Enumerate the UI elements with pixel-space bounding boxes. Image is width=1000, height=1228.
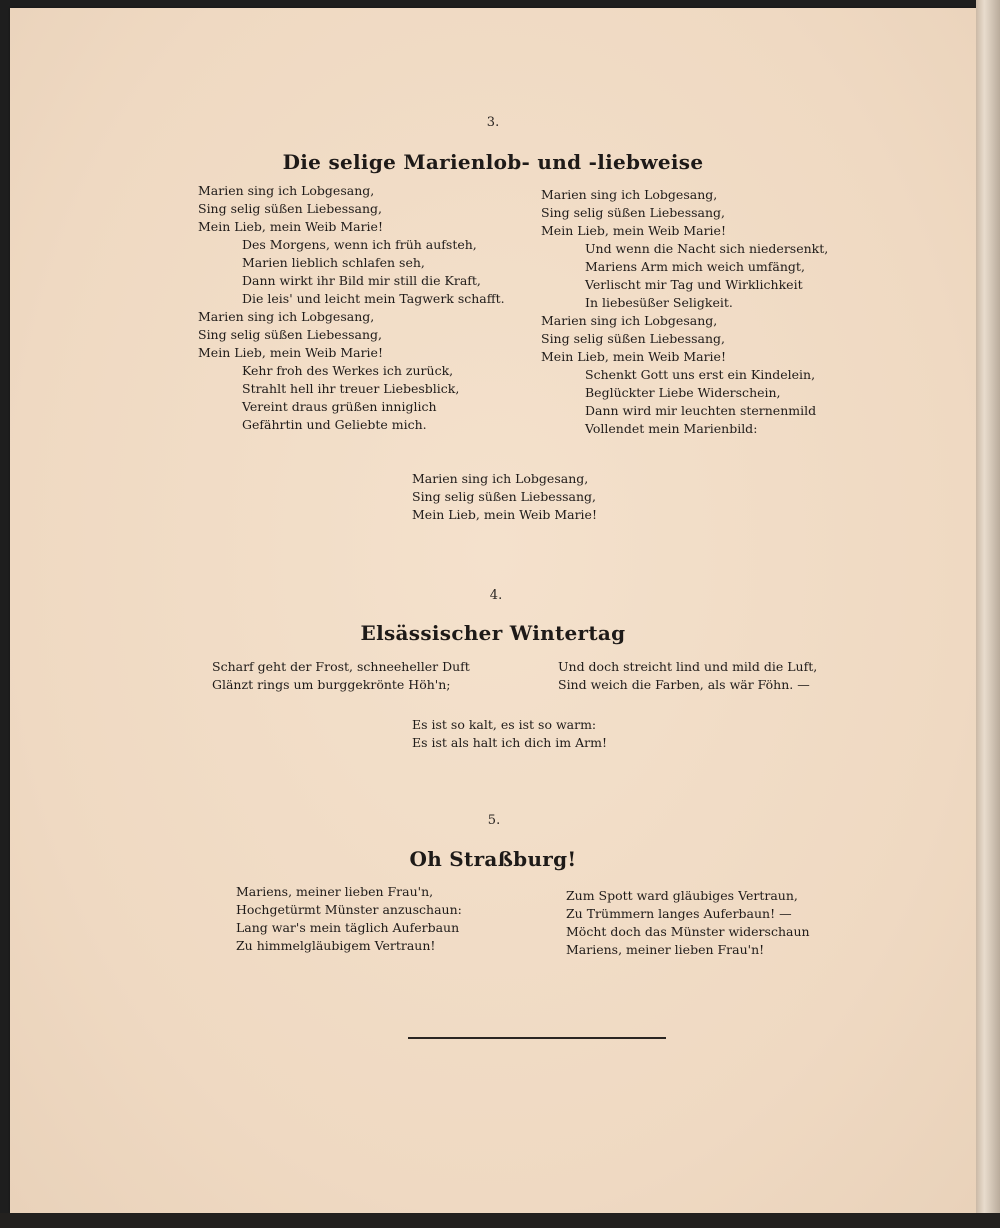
verse-line: Sind weich die Farben, als wär Föhn. —: [558, 677, 810, 692]
verse-line: Strahlt hell ihr treuer Liebesblick,: [242, 381, 460, 396]
verse-line: Dann wirkt ihr Bild mir still die Kraft,: [242, 273, 481, 288]
book-spine-edge: [976, 0, 1000, 1228]
poem-5-right-column: [566, 887, 810, 959]
poem-5-number: 5.: [487, 813, 501, 828]
poem-4-title: Elsässischer Wintertag: [360, 621, 626, 645]
verse-line: Vereint draus grüßen inniglich: [242, 399, 437, 414]
poem-3-title: Die selige Marienlob- und -liebweise: [282, 150, 704, 174]
verse-line: Sing selig süßen Liebessang,: [198, 327, 383, 342]
closing-rule: [408, 1037, 666, 1039]
poem-4-number: 4.: [489, 588, 503, 603]
verse-line: Marien lieblich schlafen seh,: [242, 255, 425, 270]
verse-line: Mariens Arm mich weich umfängt,: [585, 259, 805, 274]
poem-5-title: Oh Straßburg!: [409, 847, 577, 871]
verse-line: Sing selig süßen Liebessang,: [198, 201, 383, 216]
verse-line: Marien sing ich Lobgesang,: [541, 187, 718, 202]
verse-line: Lang war's mein täglich Auferbaun: [236, 920, 460, 935]
verse-line: Möcht doch das Münster widerschaun: [566, 924, 810, 939]
verse-line: Es ist als halt ich dich im Arm!: [412, 735, 608, 750]
verse-line: Marien sing ich Lobgesang,: [198, 309, 375, 324]
verse-line: Marien sing ich Lobgesang,: [412, 471, 589, 486]
poem-3-number: 3.: [486, 115, 500, 130]
verse-line: Zu Trümmern langes Auferbaun! —: [566, 906, 792, 921]
verse-line: Sing selig süßen Liebessang,: [541, 205, 726, 220]
verse-line: Zu himmelgläubigem Vertraun!: [236, 938, 436, 953]
poem-3-right-column: [541, 186, 828, 438]
verse-line: In liebesüßer Seligkeit.: [585, 295, 733, 310]
verse-line: Mein Lieb, mein Weib Marie!: [198, 345, 383, 360]
poem-5-left-column: [236, 883, 462, 955]
verse-line: Beglückter Liebe Widerschein,: [585, 385, 781, 400]
poem-3-final-refrain: [412, 470, 597, 524]
verse-line: Hochgetürmt Münster anzuschaun:: [236, 902, 462, 917]
verse-line: Mariens, meiner lieben Frau'n,: [236, 884, 434, 899]
verse-line: Gefährtin und Geliebte mich.: [242, 417, 427, 432]
verse-line: Und doch streicht lind und mild die Luft,: [558, 659, 818, 674]
poem-4-closing-lines: [412, 716, 607, 752]
verse-line: Dann wird mir leuchten sternenmild: [585, 403, 817, 418]
verse-line: Schenkt Gott uns erst ein Kindelein,: [585, 367, 816, 382]
book-page: [10, 8, 976, 1213]
verse-line: Es ist so kalt, es ist so warm:: [412, 717, 597, 732]
verse-line: Marien sing ich Lobgesang,: [541, 313, 718, 328]
verse-line: Und wenn die Nacht sich niedersenkt,: [585, 241, 829, 256]
verse-line: Sing selig süßen Liebessang,: [541, 331, 726, 346]
verse-line: Mein Lieb, mein Weib Marie!: [412, 507, 597, 522]
verse-line: Zum Spott ward gläubiges Vertraun,: [566, 888, 798, 903]
verse-line: Verlischt mir Tag und Wirklichkeit: [585, 277, 803, 292]
verse-line: Mariens, meiner lieben Frau'n!: [566, 942, 765, 957]
poem-3-left-column: [198, 182, 505, 434]
scan-bottom-edge: [0, 1213, 1000, 1228]
verse-line: Die leis' und leicht mein Tagwerk schafft.: [242, 291, 505, 306]
verse-line: Glänzt rings um burggekrönte Höh'n;: [212, 677, 451, 692]
verse-line: Marien sing ich Lobgesang,: [198, 183, 375, 198]
verse-line: Scharf geht der Frost, schneeheller Duft: [212, 659, 470, 674]
poem-4-left-column: [212, 658, 470, 694]
verse-line: Kehr froh des Werkes ich zurück,: [242, 363, 454, 378]
verse-line: Vollendet mein Marienbild:: [585, 421, 758, 436]
poem-4-right-column: [558, 658, 817, 694]
verse-line: Mein Lieb, mein Weib Marie!: [541, 349, 726, 364]
verse-line: Sing selig süßen Liebessang,: [412, 489, 597, 504]
verse-line: Des Morgens, wenn ich früh aufsteh,: [242, 237, 477, 252]
verse-line: Mein Lieb, mein Weib Marie!: [198, 219, 383, 234]
verse-line: Mein Lieb, mein Weib Marie!: [541, 223, 726, 238]
